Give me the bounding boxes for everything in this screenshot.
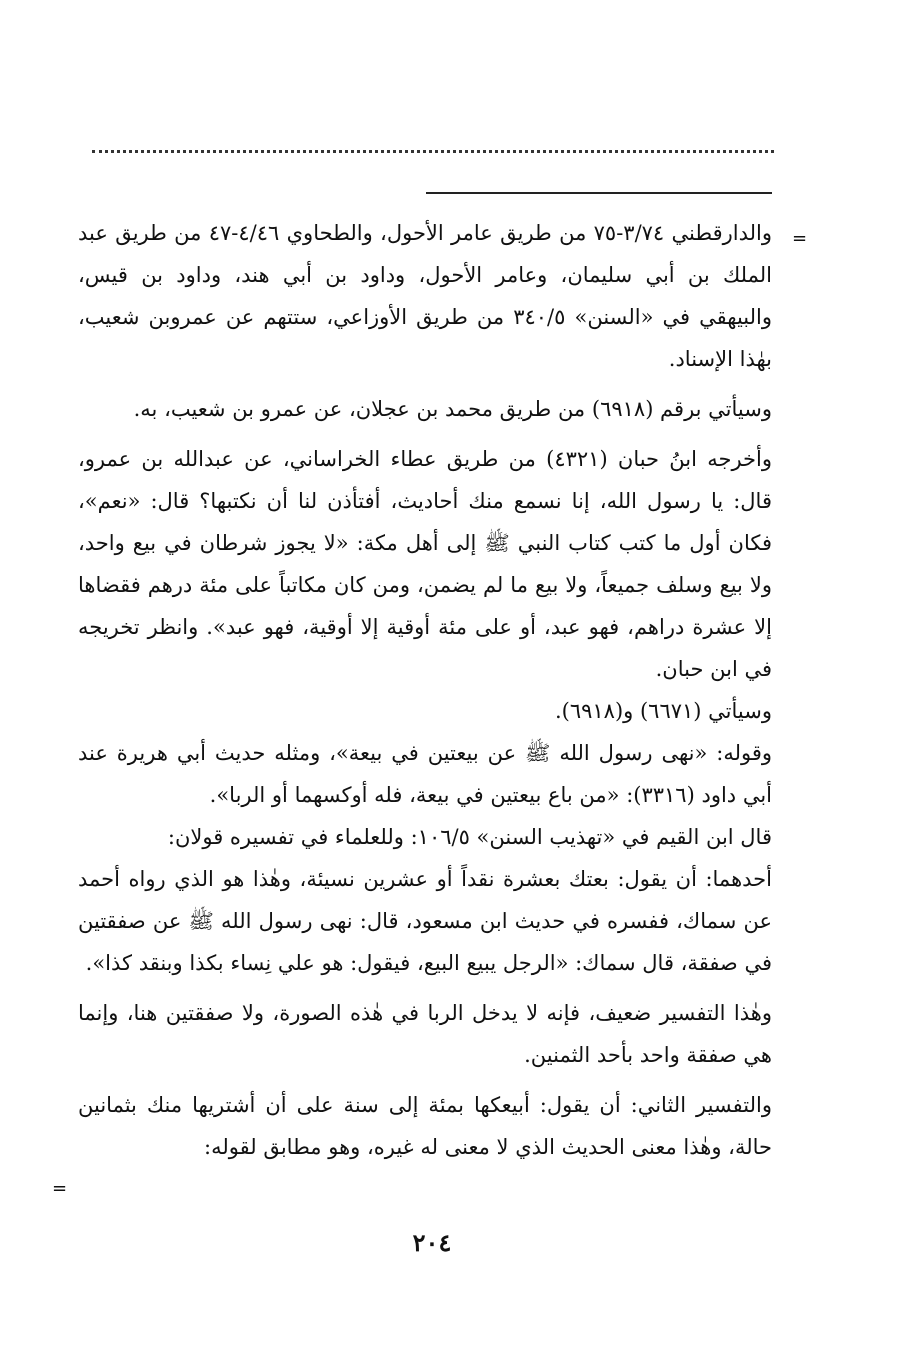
footnote-paragraph: قال ابن القيم في «تهذيب السنن» ١٠٦/٥: وللعلماء في تفسيره قولان: bbox=[167, 825, 772, 849]
footnote-paragraph: والدارقطني ٣/٧٤-٧٥ من طريق عامر الأحول، والطحاوي ٤/٤٦-٤٧ من طريق عبد الملك بن أبي سليمان، وعامر الأحول، وداود بن أبي هند، وداود بن قيس، والبيهقي في «السنن» ٣٤٠/٥ من طريق الأوزاعي، ستتهم عن عمروبن شعيب، بهٰذا الإسناد. bbox=[78, 221, 773, 371]
dotted-separator bbox=[92, 150, 774, 153]
footnote-paragraph: والتفسير الثاني: أن يقول: أبيعكها بمئة إلى سنة على أن أشتريها منك بثمانين حالة، وهٰذا معنى الحديث الذي لا معنى له غيره، وهو مطابق لقوله: bbox=[78, 1093, 772, 1159]
continuation-mark-bottom: = bbox=[52, 1178, 68, 1199]
footnote-paragraph: وسيأتي برقم (٦٩١٨) من طريق محمد بن عجلان، عن عمرو بن شعيب، به. bbox=[133, 397, 772, 421]
footnote-paragraph: أحدهما: أن يقول: بعتك بعشرة نقداً أو عشرين نسيئة، وهٰذا هو الذي رواه أحمد عن سماك، ففسره في حديث ابن مسعود، قال: نهى رسول الله ﷺ عن صفقتين في صفقة، قال سماك: «الرجل يبيع البيع، فيقول: هو علي نِساء بكذا وبنقد كذا». bbox=[78, 867, 772, 975]
footnote-text bbox=[78, 212, 772, 1168]
footnote-rule bbox=[426, 192, 772, 194]
page-number: ٢٠٤ bbox=[412, 1228, 452, 1257]
footnote-paragraph: وأخرجه ابنُ حبان (٤٣٢١) من طريق عطاء الخراساني، عن عبدالله بن عمرو، قال: يا رسول الله، إنا نسمع منك أحاديث، أفتأذن لنا أن نكتبها؟ قال: «نعم»، فكان أول ما كتب كتاب النبي ﷺ إلى أهل مكة: «لا يجوز شرطان في بيع واحد، ولا بيع وسلف جميعاً، ولا بيع ما لم يضمن، ومن كان مكاتباً على مئة درهم فقضاها إلا عشرة دراهم، فهو عبد، أو على مئة أوقية إلا أوقية، فهو عبد». وانظر تخريجه في ابن حبان. bbox=[78, 447, 772, 681]
footnote-paragraph: وقوله: «نهى رسول الله ﷺ عن بيعتين في بيعة»، ومثله حديث أبي هريرة عند أبي داود (٣٣١٦): «من باع بيعتين في بيعة، فله أوكسهما أو الربا». bbox=[78, 741, 772, 807]
footnote-paragraph: وسيأتي (٦٦٧١) و(٦٩١٨). bbox=[554, 699, 772, 723]
continuation-mark-top: = bbox=[792, 228, 808, 249]
footnote-paragraph: وهٰذا التفسير ضعيف، فإنه لا يدخل الربا في هٰذه الصورة، ولا صفقتين هنا، وإنما هي صفقة واحد بأحد الثمنين. bbox=[78, 1001, 772, 1067]
